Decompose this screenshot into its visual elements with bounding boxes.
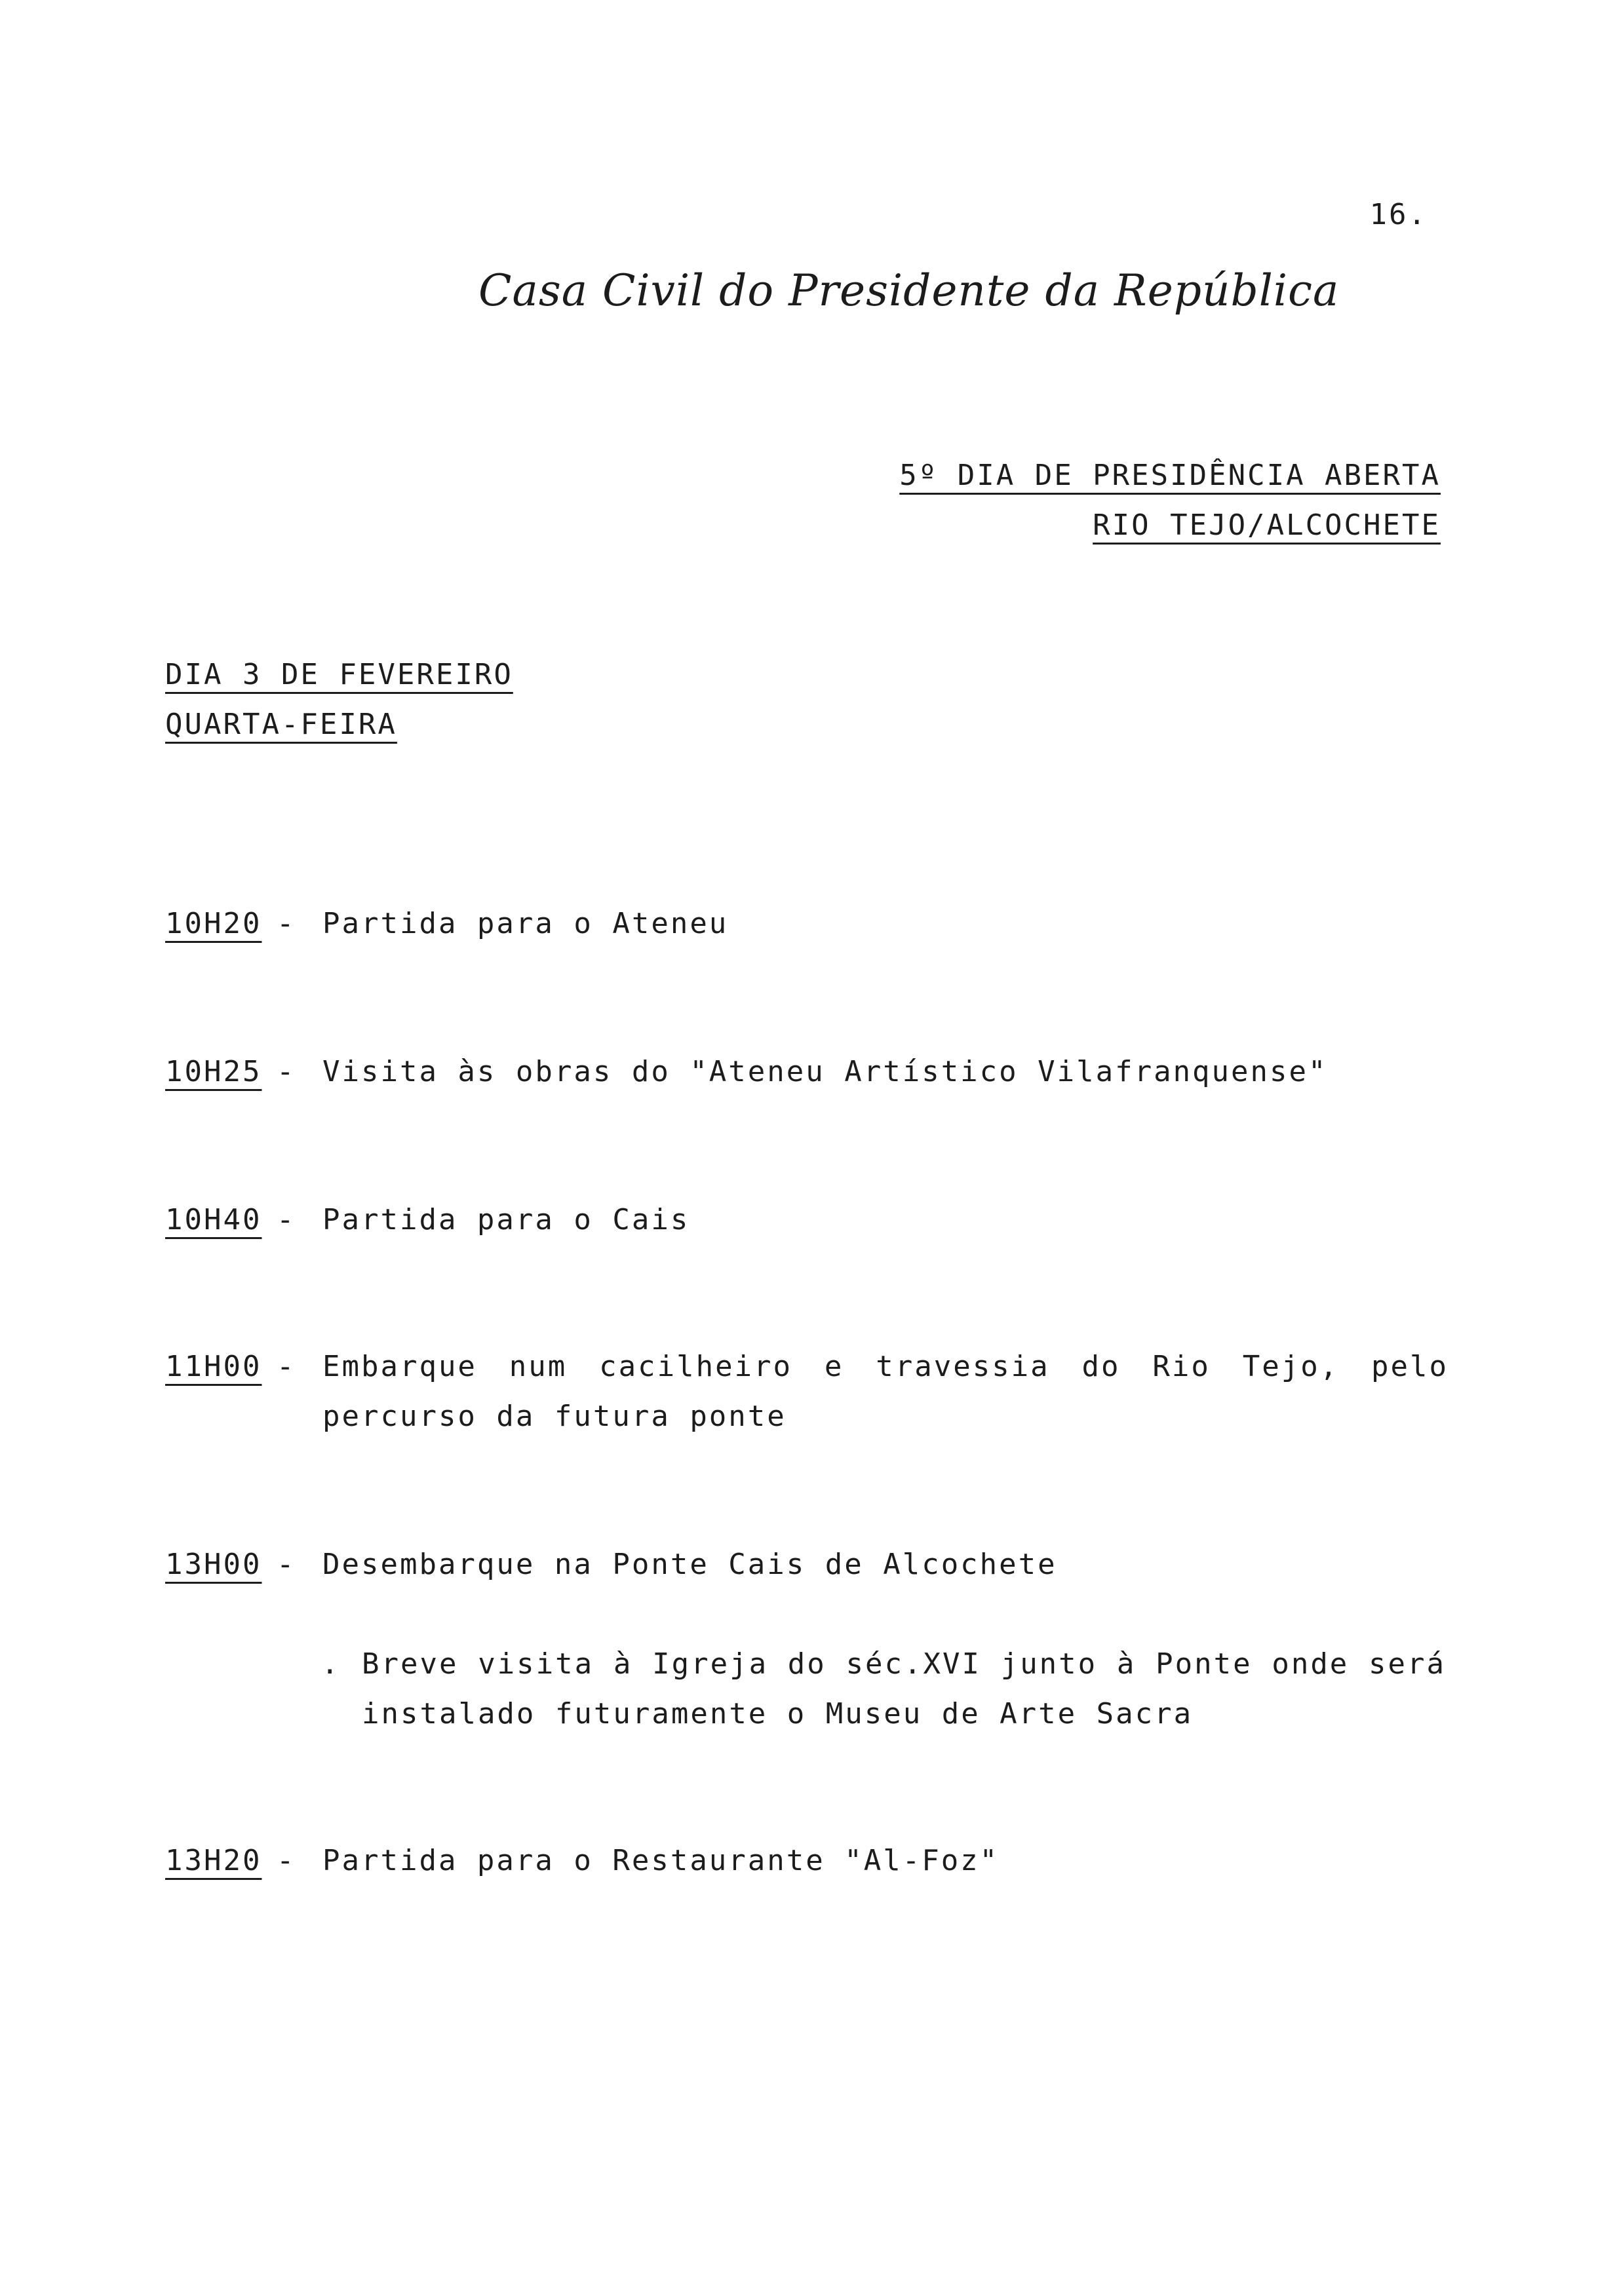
entry-dash: - bbox=[277, 1055, 296, 1088]
entry-dash: - bbox=[277, 1548, 296, 1581]
entry-time: 13H20 bbox=[165, 1844, 262, 1877]
entry-dash: - bbox=[277, 1203, 296, 1236]
visit-header-line1: 5º DIA DE PRESIDÊNCIA ABERTA bbox=[899, 459, 1441, 492]
entry-description: Desembarque na Ponte Cais de Alcochete bbox=[322, 1548, 1057, 1581]
entry-dash: - bbox=[277, 1844, 296, 1877]
date-header bbox=[165, 650, 513, 750]
date-line1: DIA 3 DE FEVEREIRO bbox=[165, 658, 513, 691]
entry-description: Partida para o Restaurante "Al-Foz" bbox=[322, 1844, 1000, 1877]
visit-header bbox=[899, 451, 1441, 550]
entry-dash: - bbox=[277, 907, 296, 940]
schedule-entry bbox=[165, 899, 1450, 949]
page-number: 16. bbox=[1369, 198, 1428, 231]
entry-description: Partida para o Cais bbox=[322, 1203, 690, 1236]
date-line2: QUARTA-FEIRA bbox=[165, 708, 397, 741]
visit-header-line2: RIO TEJO/ALCOCHETE bbox=[1093, 508, 1441, 542]
schedule-entry bbox=[165, 1540, 1450, 1590]
entry-time: 10H20 bbox=[165, 907, 262, 940]
entry-dash: - bbox=[277, 1350, 296, 1383]
entry-description: Visita às obras do "Ateneu Artístico Vilafranquense" bbox=[322, 1055, 1328, 1088]
entry-description: Embarque num cacilheiro e travessia do Rio Tejo, pelo percurso da futura ponte bbox=[322, 1350, 1449, 1433]
letterhead: Casa Civil do Presidente da República bbox=[478, 265, 1340, 316]
entry-time: 10H25 bbox=[165, 1055, 262, 1088]
schedule-entry bbox=[165, 1342, 1450, 1433]
schedule-entry bbox=[165, 1047, 1450, 1097]
entry-description: Partida para o Ateneu bbox=[322, 907, 729, 940]
sub-item-text: Breve visita à Igreja do séc.XVI junto à Ponte onde será instalado futuramente o Museu de Arte Sacra bbox=[362, 1647, 1446, 1731]
entry-time: 13H00 bbox=[165, 1548, 262, 1581]
schedule-entry bbox=[165, 1195, 1450, 1245]
entry-time: 10H40 bbox=[165, 1203, 262, 1236]
bullet-point: . bbox=[321, 1647, 341, 1681]
schedule-entry bbox=[165, 1836, 1450, 1886]
entry-time: 11H00 bbox=[165, 1350, 262, 1383]
